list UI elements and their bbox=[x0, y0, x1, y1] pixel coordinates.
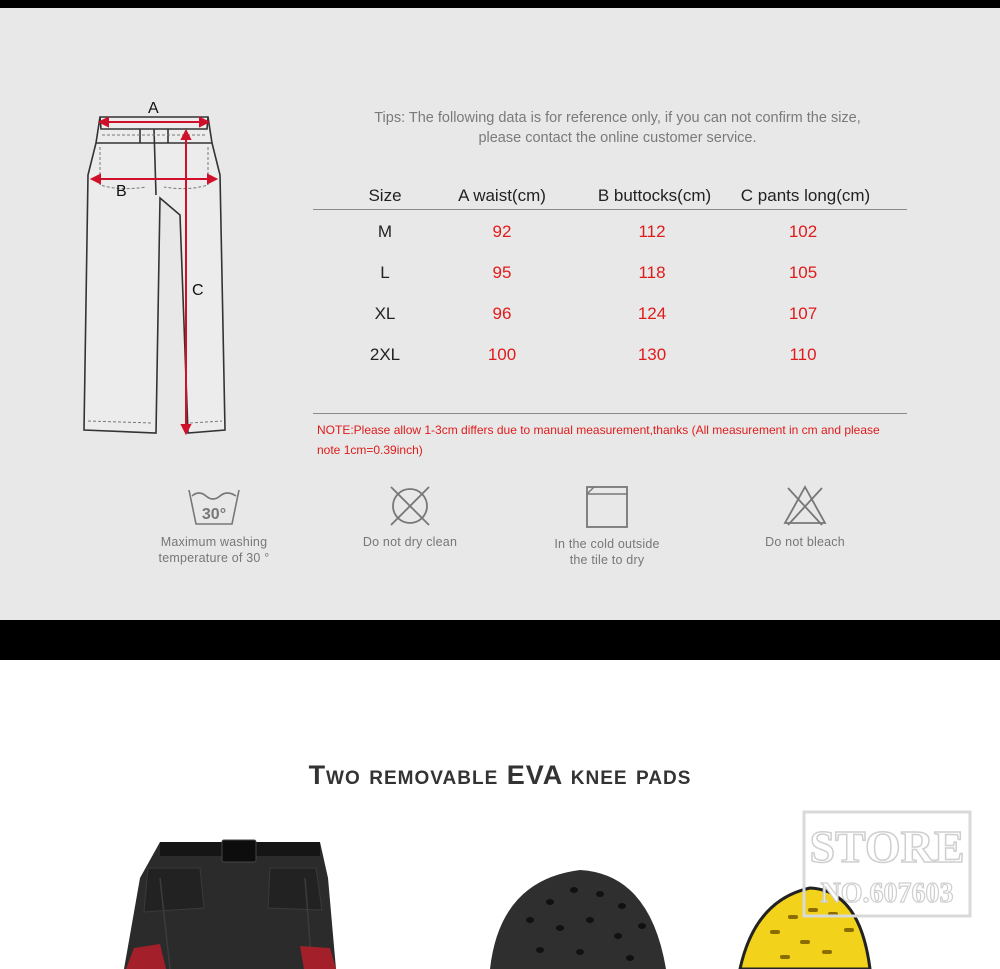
label-a: A bbox=[148, 100, 159, 117]
care-label-line-1: In the cold outside bbox=[554, 537, 660, 551]
table-row bbox=[313, 333, 907, 374]
cell-buttocks: 124 bbox=[637, 304, 667, 323]
cell-buttocks: 118 bbox=[638, 263, 666, 282]
care-label bbox=[527, 536, 687, 568]
cell-size: 2XL bbox=[369, 345, 401, 364]
care-label bbox=[330, 534, 490, 550]
cell-waist: 100 bbox=[487, 345, 517, 364]
care-item-dry-shade bbox=[527, 484, 687, 568]
header-size: Size bbox=[368, 186, 402, 205]
pants-photo bbox=[100, 838, 340, 969]
table-row bbox=[313, 292, 907, 333]
wash-temp-label: 30° bbox=[201, 506, 227, 523]
care-label-line-2: temperature of 30 ° bbox=[158, 551, 270, 565]
watermark-line-2: NO.607603 bbox=[820, 878, 954, 909]
top-black-bar bbox=[0, 0, 1000, 8]
header-waist: A waist(cm) bbox=[458, 186, 546, 205]
care-label-line-2: the tile to dry bbox=[569, 553, 645, 567]
tips-text bbox=[330, 108, 905, 148]
cell-size: XL bbox=[374, 304, 396, 323]
label-b: B bbox=[116, 183, 127, 200]
care-label-line-1: Do not bleach bbox=[765, 535, 845, 549]
table-row bbox=[313, 210, 907, 251]
wash-30-icon bbox=[186, 484, 242, 528]
cell-length: 110 bbox=[789, 345, 817, 364]
cell-waist: 96 bbox=[492, 304, 512, 323]
middle-black-bar bbox=[0, 620, 1000, 660]
cell-length: 102 bbox=[788, 222, 818, 241]
tips-line-1: Tips: The following data is for reference only, if you can not confirm the size, bbox=[374, 110, 861, 126]
tips-line-2: please contact the online customer service. bbox=[478, 130, 757, 146]
care-item-wash bbox=[134, 484, 294, 566]
care-item-dry-clean bbox=[330, 484, 490, 550]
no-dry-clean-icon bbox=[387, 484, 433, 528]
cell-length: 105 bbox=[788, 263, 818, 282]
table-header bbox=[313, 184, 907, 210]
table-row bbox=[313, 251, 907, 292]
cell-waist: 95 bbox=[492, 263, 512, 282]
store-watermark bbox=[802, 810, 972, 918]
cell-waist: 92 bbox=[492, 222, 512, 241]
care-label-line-1: Maximum washing bbox=[160, 535, 268, 549]
dry-in-shade-icon bbox=[584, 484, 630, 530]
pants-measurement-diagram bbox=[70, 95, 240, 445]
cell-buttocks: 130 bbox=[637, 345, 667, 364]
cell-length: 107 bbox=[788, 304, 818, 323]
store-watermark-graphic bbox=[802, 810, 972, 918]
label-c: C bbox=[192, 282, 204, 299]
cell-size: M bbox=[377, 222, 393, 241]
no-bleach-icon bbox=[782, 484, 828, 528]
note-divider bbox=[313, 413, 907, 414]
care-label bbox=[134, 534, 294, 566]
measurement-note: NOTE:Please allow 1-3cm differs due to manual measurement,thanks (All measurement in cm and please note 1cm=0.39inch) bbox=[317, 423, 880, 457]
care-label bbox=[725, 534, 885, 550]
care-item-bleach bbox=[725, 484, 885, 550]
cell-size: L bbox=[380, 263, 390, 282]
size-table bbox=[313, 184, 907, 374]
cell-buttocks: 112 bbox=[638, 222, 666, 241]
header-length: C pants long(cm) bbox=[740, 186, 871, 205]
header-buttocks: B buttocks(cm) bbox=[597, 186, 712, 205]
section-title: Two removable EVA knee pads bbox=[308, 760, 692, 790]
watermark-line-1: STORE bbox=[809, 821, 965, 872]
care-label-line-1: Do not dry clean bbox=[362, 535, 458, 549]
